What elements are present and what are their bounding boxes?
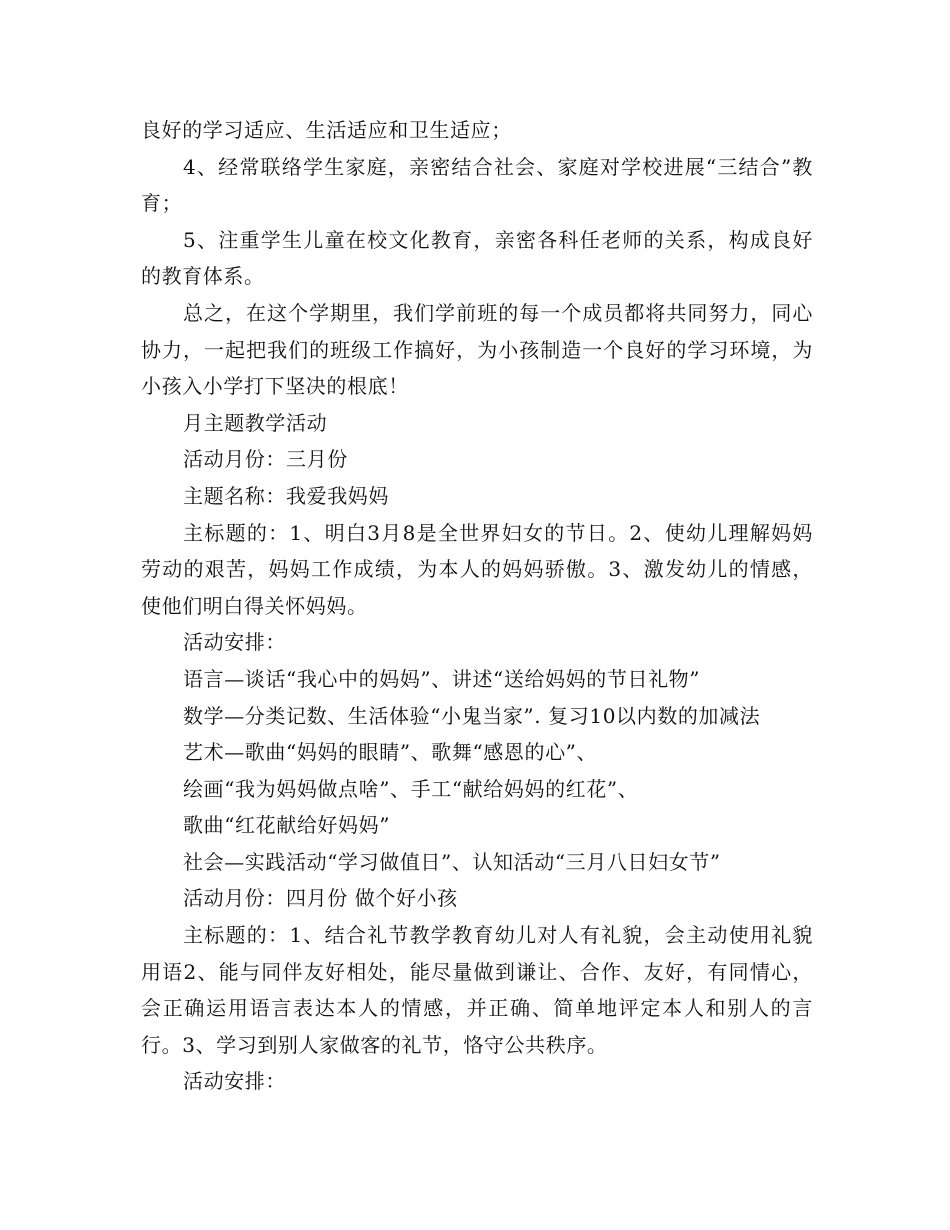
paragraph-4: 总之，在这个学期里，我们学前班的每一个成员都将共同努力，同心协力，一起把我们的班级工作搞好，为小孩制造一个良好的学习环境，为小孩入小学打下坚决的根底！ — [141, 300, 813, 399]
paragraph-6: 活动月份：三月份 — [183, 447, 348, 472]
paragraph-17: 主标题的：1、结合礼节教学教育幼儿对人有礼貌，会主动使用礼貌用语2、能与同伴友好相处，能尽量做到谦让、合作、友好，有同情心，会正确运用语言表达本人的情感，并正确、简单地评定本人和别人的言行。3、学习到别人家做客的礼节，恪守公共秩序。 — [141, 923, 813, 1057]
paragraph-12: 艺术—歌曲“妈妈的眼睛”、歌舞“感恩的心”、 — [183, 740, 598, 765]
paragraph-18: 活动安排： — [183, 1069, 286, 1094]
paragraph-16: 活动月份：四月份 做个好小孩 — [183, 886, 458, 911]
paragraph-1: 良好的学习适应、生活适应和卫生适应； — [141, 118, 512, 142]
paragraph-13: 绘画“我为妈妈做点啥”、手工“献给妈妈的红花”、 — [183, 776, 639, 801]
document-body — [141, 112, 813, 1100]
paragraph-3: 5、注重学生儿童在校文化教育，亲密各科任老师的关系，构成良好的教育体系。 — [141, 227, 813, 289]
paragraph-8: 主标题的：1、明白3月8是全世界妇女的节日。2、使幼儿理解妈妈劳动的艰苦，妈妈工作成绩，为本人的妈妈骄傲。3、激发幼儿的情感，使他们明白得关怀妈妈。 — [141, 520, 813, 618]
paragraph-14: 歌曲“红花献给好妈妈” — [183, 813, 391, 838]
paragraph-9: 活动安排： — [183, 630, 286, 655]
paragraph-10: 语言—谈话“我心中的妈妈”、讲述“送给妈妈的节日礼物” — [183, 666, 701, 691]
paragraph-15: 社会—实践活动“学习做值日”、认知活动“三月八日妇女节” — [183, 849, 721, 874]
paragraph-11: 数学—分类记数、生活体验“小鬼当家”. 复习10以内数的加减法 — [183, 703, 761, 728]
paragraph-2: 4、经常联络学生家庭，亲密结合社会、家庭对学校进展“三结合”教育； — [141, 154, 813, 216]
paragraph-5: 月主题教学活动 — [183, 410, 328, 435]
paragraph-7: 主题名称：我爱我妈妈 — [183, 483, 389, 508]
